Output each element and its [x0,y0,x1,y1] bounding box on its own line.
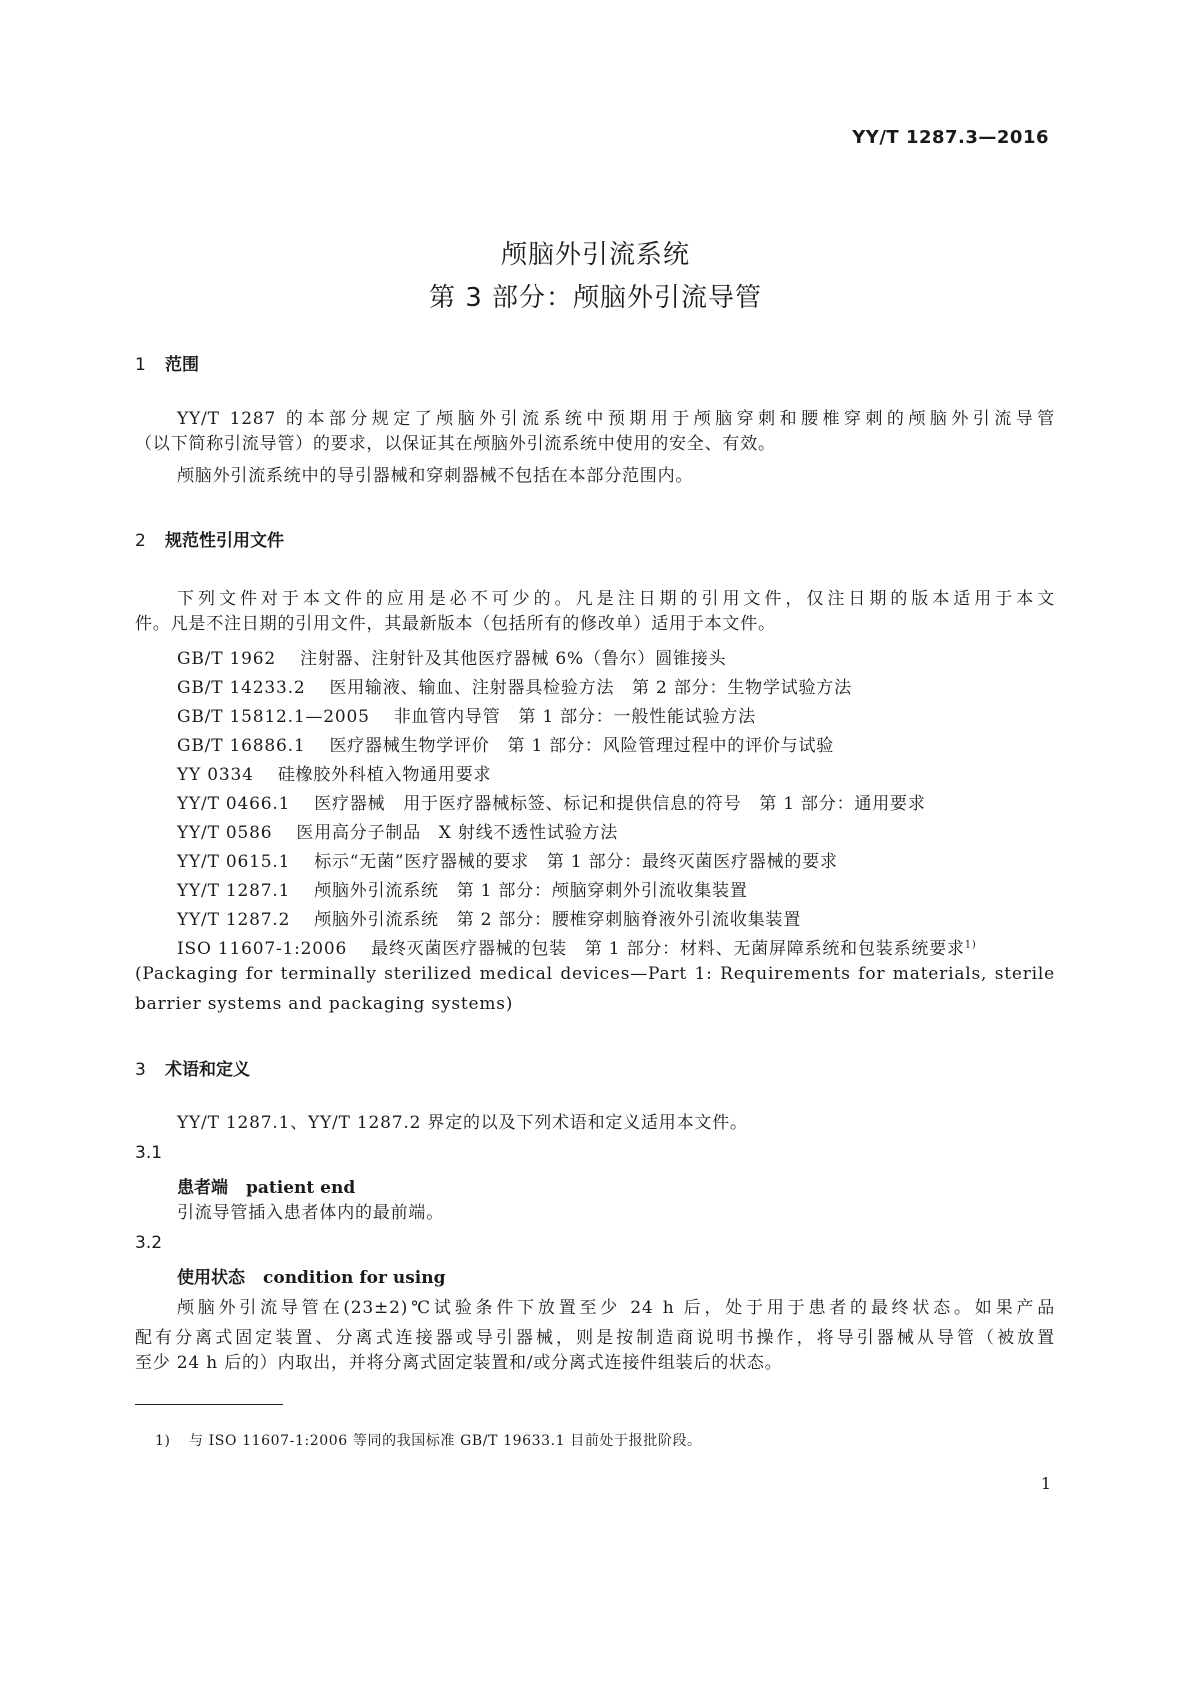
term-definition: 引流导管插入患者体内的最前端。 [177,1203,444,1223]
doc-subtitle: 第 3 部分：颅脑外引流导管 [428,283,763,313]
term-heading [177,1263,445,1288]
reference-title: 医用高分子制品 X 射线不透性试验方法 [296,823,619,843]
reference-code: YY/T 0615.1 [177,852,291,872]
paragraph-line: (Packaging for terminally sterilized medical devices—Part 1: Requirements for materials, sterile [135,964,1055,984]
reference-code: YY/T 1287.1 [177,881,291,901]
reference-title: 医疗器械 用于医疗器械标签、标记和提供信息的符号 第 1 部分：通用要求 [314,794,926,814]
term-en: patient end [246,1178,356,1198]
paragraph-line: （以下简称引流导管）的要求，以保证其在颅脑外引流系统中使用的安全、有效。 [135,434,776,454]
paragraph: 颅脑外引流系统中的导引器械和穿刺器械不包括在本部分范围内。 [177,466,694,486]
reference-code: YY/T 0466.1 [177,794,291,814]
reference-title: 颅脑外引流系统 第 2 部分：腰椎穿刺脑脊液外引流收集装置 [314,910,802,930]
section-title: 范围 [165,355,199,375]
doc-title: 颅脑外引流系统 [500,240,690,270]
paragraph: YY/T 1287.1、YY/T 1287.2 界定的以及下列术语和定义适用本文件。 [177,1113,748,1133]
term-definition-line: 至少 24 h 后的）内取出，并将分离式固定装置和/或分离式连接件组装后的状态。 [135,1353,783,1373]
reference-item [177,934,977,959]
paragraph-line: 下列文件对于本文件的应用是必不可少的。凡是注日期的引用文件，仅注日期的版本适用于本文 [177,589,1055,609]
reference-code: ISO 11607-1:2006 [177,939,348,959]
paragraph-line: barrier systems and packaging systems) [135,994,514,1014]
reference-item [177,789,926,814]
section-number: 3 [135,1060,146,1080]
footnote [155,1430,702,1450]
reference-code: YY/T 0586 [177,823,273,843]
reference-code: YY/T 1287.2 [177,910,291,930]
reference-title: 颅脑外引流系统 第 1 部分：颅脑穿刺外引流收集装置 [314,881,748,901]
reference-item [177,702,756,727]
reference-code: GB/T 15812.1—2005 [177,707,370,727]
reference-item [177,731,834,756]
paragraph-line: 件。凡是不注日期的引用文件，其最新版本（包括所有的修改单）适用于本文件。 [135,614,776,634]
reference-title: 硅橡胶外科植入物通用要求 [277,765,492,785]
reference-item [177,905,801,930]
footnote-rule [135,1404,283,1405]
reference-item [177,847,838,872]
footnote-marker: 1) [964,939,977,951]
reference-item [177,818,618,843]
reference-item [177,760,491,785]
reference-code: YY 0334 [177,765,254,785]
term-zh: 使用状态 [177,1268,245,1288]
section-2-heading [135,526,284,551]
section-1-heading [135,350,199,375]
reference-title: 医疗器械生物学评价 第 1 部分：风险管理过程中的评价与试验 [329,736,835,756]
section-3-heading [135,1055,250,1080]
footnote-text: 与 ISO 11607-1:2006 等同的我国标准 GB/T 19633.1 目前处于报批阶段。 [189,1433,702,1449]
reference-code: GB/T 16886.1 [177,736,306,756]
footnote-number: 1) [155,1433,171,1449]
reference-item [177,673,852,698]
reference-item [177,876,748,901]
paragraph-line: YY/T 1287 的本部分规定了颅脑外引流系统中预期用于颅脑穿刺和腰椎穿刺的颅脑外引流导管 [177,409,1055,429]
term-number: 3.1 [135,1143,163,1163]
section-title: 术语和定义 [165,1060,250,1080]
reference-title: 标示“无菌”医疗器械的要求 第 1 部分：最终灭菌医疗器械的要求 [314,852,838,872]
reference-code: GB/T 14233.2 [177,678,306,698]
reference-title: 注射器、注射针及其他医疗器械 6%（鲁尔）圆锥接头 [300,649,727,669]
reference-item [177,644,726,669]
section-number: 2 [135,531,146,551]
reference-title: 最终灭菌医疗器械的包装 第 1 部分：材料、无菌屏障系统和包装系统要求 [371,939,965,959]
section-title: 规范性引用文件 [165,531,284,551]
term-heading [177,1173,355,1198]
standard-code: YY/T 1287.3—2016 [852,127,1049,148]
reference-title: 医用输液、输血、注射器具检验方法 第 2 部分：生物学试验方法 [329,678,852,698]
term-definition-line: 配有分离式固定装置、分离式连接器或导引器械，则是按制造商说明书操作，将导引器械从导管（被放置 [135,1328,1055,1348]
page-number: 1 [1040,1474,1051,1493]
term-definition-line: 颅脑外引流导管在(23±2)℃试验条件下放置至少 24 h 后，处于用于患者的最终状态。如果产品 [177,1298,1055,1318]
reference-code: GB/T 1962 [177,649,277,669]
term-number: 3.2 [135,1233,163,1253]
term-zh: 患者端 [177,1178,228,1198]
reference-title: 非血管内导管 第 1 部分：一般性能试验方法 [393,707,756,727]
term-en: condition for using [263,1268,446,1288]
section-number: 1 [135,355,146,375]
